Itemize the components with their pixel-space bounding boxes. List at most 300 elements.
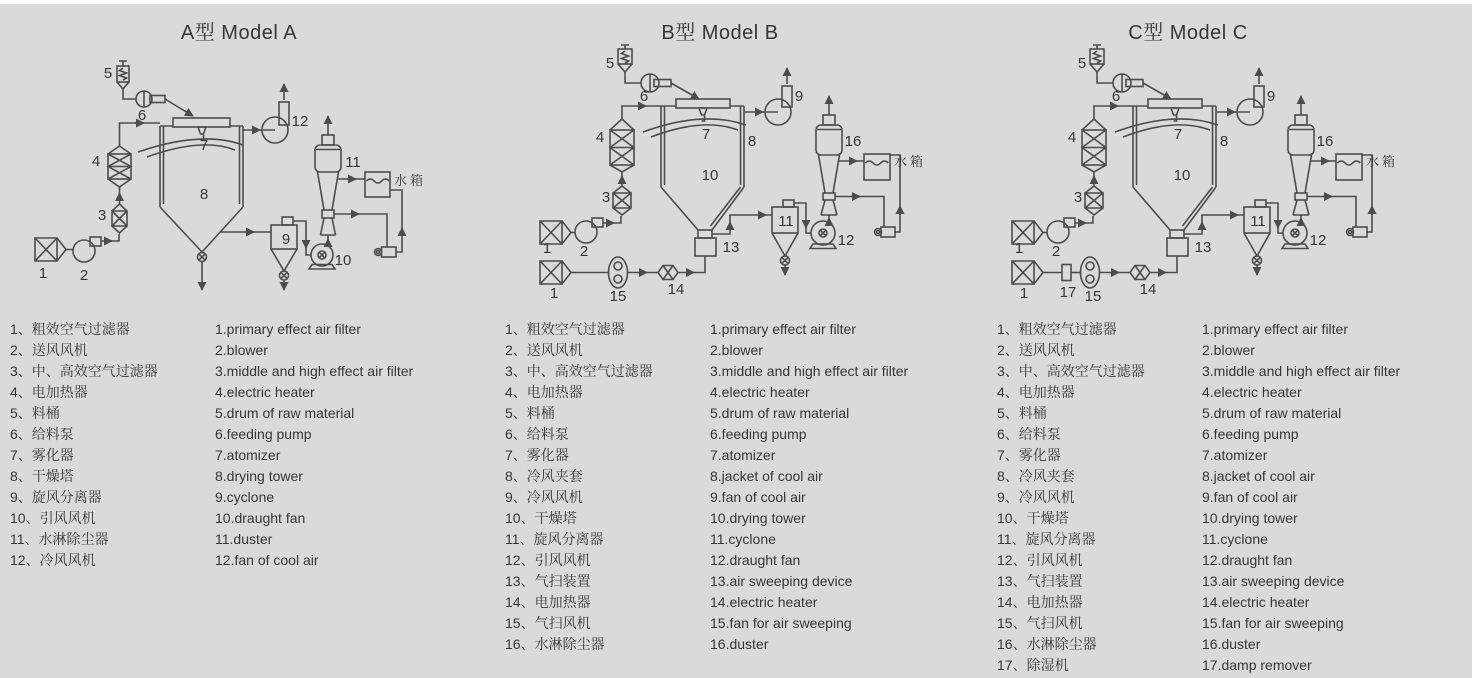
label-6: 6 — [639, 88, 649, 105]
legend-item-zh: 7、雾化器 — [10, 447, 74, 463]
legend-item-en: 8.jacket of cool air — [1202, 468, 1315, 484]
water-pump-shape — [1353, 227, 1367, 237]
label-12: 12 — [837, 232, 855, 249]
label-7: 7 — [1173, 126, 1183, 143]
duster-shape — [1293, 200, 1309, 215]
secondary-air-filter — [1012, 261, 1043, 284]
legend-item-zh: 9、冷风风机 — [505, 489, 583, 505]
duster-shape — [819, 155, 840, 193]
label-4: 4 — [91, 153, 101, 170]
legend-row — [997, 340, 1400, 361]
blower-shape — [603, 216, 621, 223]
legend-row — [505, 445, 908, 466]
label-1: 1 — [38, 265, 48, 282]
blower-shape — [101, 234, 119, 241]
mid-high-air-filter — [613, 172, 631, 215]
cyclone — [271, 217, 311, 290]
label-8: 8 — [199, 186, 209, 203]
label-5: 5 — [1077, 55, 1087, 72]
legend-item-zh: 4、电加热器 — [10, 384, 88, 400]
legend-row — [997, 592, 1400, 613]
legend-item-zh: 4、电加热器 — [505, 384, 583, 400]
feed-drum-shape — [1094, 51, 1101, 63]
blower-shape — [1075, 216, 1093, 223]
legend-item-en: 13.air sweeping device — [1202, 573, 1345, 589]
air-sweep-heater — [658, 256, 705, 280]
feeding-pump-shape — [123, 89, 136, 99]
cyclone-shape — [282, 217, 293, 225]
air-sweep-fan-shape — [1086, 275, 1094, 283]
legend-row — [10, 529, 413, 550]
duster-shape — [1291, 155, 1312, 193]
blower-shape — [1047, 221, 1069, 243]
legend-row — [10, 319, 413, 340]
label-2: 2 — [1051, 243, 1061, 260]
feed-drum — [1090, 45, 1104, 72]
legend-item-zh: 1、粗效空气过滤器 — [505, 321, 625, 337]
legend-item-zh: 16、水淋除尘器 — [505, 636, 605, 652]
water-tank-shape — [866, 161, 889, 165]
air-sweep-fan — [571, 257, 658, 288]
label-2: 2 — [79, 267, 89, 284]
feeding-pump — [1097, 72, 1171, 99]
legend-item-zh: 4、电加热器 — [997, 384, 1075, 400]
feeding-pump — [625, 72, 699, 99]
legend-row — [997, 382, 1400, 403]
cyclone-shape — [1254, 257, 1260, 263]
cyclone-shape — [1244, 233, 1270, 256]
title-model-b: B型 Model B — [661, 22, 779, 44]
feeding-pump-shape — [671, 83, 699, 99]
feed-drum-shape — [1090, 64, 1104, 72]
legend-item-en: 1.primary effect air filter — [1202, 321, 1349, 337]
legend-item-zh: 16、水淋除尘器 — [997, 636, 1097, 652]
legend-row — [505, 613, 908, 634]
air-sweeping-device-shape — [695, 238, 716, 256]
water-pump-shape — [835, 197, 884, 228]
air-sweep-fan — [1071, 257, 1130, 288]
draught-fan — [810, 215, 836, 249]
duster-shape — [821, 200, 837, 215]
label-4: 4 — [595, 129, 605, 146]
label-4: 4 — [1067, 129, 1077, 146]
legend-row — [505, 340, 908, 361]
legend-row — [505, 529, 908, 550]
legend-row — [997, 319, 1400, 340]
label-11: 11 — [1250, 213, 1266, 230]
legend-item-zh: 2、送风风机 — [997, 342, 1075, 358]
label-water-tank: 水箱 — [894, 154, 927, 169]
label-water-tank: 水箱 — [1366, 154, 1399, 169]
duster — [315, 116, 341, 235]
label-14: 14 — [1139, 281, 1157, 298]
legend-item-en: 3.middle and high effect air filter — [710, 363, 909, 379]
drying-tower-shape — [160, 207, 243, 252]
mid-high-air-filter-shape — [112, 204, 127, 233]
legend-item-zh: 10、干燥塔 — [997, 510, 1069, 526]
label-1b: 1 — [1019, 285, 1029, 302]
legend-item-zh: 10、干燥塔 — [505, 510, 577, 526]
air-sweep-heater-shape — [678, 256, 705, 273]
legend-row — [505, 550, 908, 571]
primary-air-filter — [35, 238, 73, 261]
legend-item-en: 7.atomizer — [215, 447, 281, 463]
atomizer — [643, 99, 746, 137]
legend-model-a — [10, 319, 413, 571]
legend-row — [997, 634, 1400, 655]
legend-item-zh: 12、引风风机 — [505, 552, 591, 568]
cyclone-shape — [782, 257, 788, 263]
legend-item-en: 14.electric heater — [710, 594, 818, 610]
duster-shape — [318, 172, 339, 210]
legend-item-en: 9.fan of cool air — [1202, 489, 1298, 505]
legend-item-en: 4.electric heater — [215, 384, 315, 400]
label-16: 16 — [844, 133, 862, 150]
label-8: 8 — [747, 133, 757, 150]
legend-row — [505, 634, 908, 655]
legend-item-en: 10.draught fan — [215, 510, 306, 526]
cyclone-shape — [271, 249, 297, 271]
water-pump-shape — [334, 214, 387, 247]
water-pump-shape — [382, 247, 397, 257]
legend-row — [10, 487, 413, 508]
damp-remover — [1043, 265, 1071, 281]
atomizer — [1115, 99, 1218, 137]
legend-item-zh: 17、除湿机 — [997, 657, 1069, 673]
diagram-model-a — [20, 45, 490, 305]
legend-row — [997, 613, 1400, 634]
air-sweep-fan-shape — [614, 275, 622, 283]
legend-row — [505, 403, 908, 424]
legend-item-en: 13.air sweeping device — [710, 573, 853, 589]
legend-item-zh: 7、雾化器 — [505, 447, 569, 463]
legend-row — [505, 361, 908, 382]
water-tank — [864, 154, 890, 180]
legend-item-en: 2.blower — [710, 342, 763, 358]
air-sweep-heater-shape — [1130, 266, 1150, 280]
label-1: 1 — [542, 240, 552, 257]
label-11: 11 — [345, 154, 361, 171]
atomizer-shape — [1115, 119, 1218, 137]
air-sweeping-device-shape — [1167, 238, 1188, 256]
label-15: 15 — [609, 288, 627, 305]
label-7: 7 — [701, 126, 711, 143]
blower — [1047, 216, 1093, 243]
draught-fan — [309, 235, 335, 269]
legend-row — [505, 382, 908, 403]
legend-item-en: 11.duster — [215, 531, 273, 547]
title-model-c: C型 Model C — [1128, 22, 1248, 44]
legend-row — [997, 571, 1400, 592]
legend-item-zh: 11、水淋除尘器 — [10, 531, 109, 547]
cyclone — [772, 200, 811, 275]
drying-tower — [160, 126, 271, 290]
water-tank-shape — [1338, 161, 1361, 165]
draught-fan-shape — [1292, 230, 1298, 236]
legend-item-zh: 13、气扫装置 — [505, 573, 591, 589]
water-tank-shape — [864, 154, 890, 180]
feed-drum-shape — [117, 82, 129, 89]
legend-row — [505, 466, 908, 487]
legend-item-zh: 11、旋风分离器 — [505, 531, 604, 547]
legend-item-en: 4.electric heater — [1202, 384, 1302, 400]
legend-row — [10, 382, 413, 403]
label-water-tank: 水箱 — [394, 173, 427, 188]
legend-item-zh: 6、给料泵 — [997, 426, 1061, 442]
water-pump-shape — [375, 249, 382, 256]
legend-row — [505, 487, 908, 508]
draught-fan — [1282, 215, 1308, 249]
legend-item-en: 9.fan of cool air — [710, 489, 806, 505]
legend-item-en: 16.duster — [710, 636, 769, 652]
legend-row — [997, 487, 1400, 508]
legend-item-zh: 7、雾化器 — [997, 447, 1061, 463]
legend-item-en: 14.electric heater — [1202, 594, 1310, 610]
legend-item-en: 3.middle and high effect air filter — [215, 363, 414, 379]
legend-row — [10, 424, 413, 445]
feed-drum-shape — [618, 64, 632, 72]
label-3: 3 — [97, 207, 107, 224]
electric-heater-shape — [108, 154, 131, 179]
legend-item-en: 4.electric heater — [710, 384, 810, 400]
legend-item-zh: 6、给料泵 — [505, 426, 569, 442]
draught-fan-shape — [810, 244, 836, 249]
atomizer-shape — [1148, 99, 1202, 108]
feeding-pump-shape — [165, 99, 193, 116]
legend-item-en: 12.draught fan — [710, 552, 801, 568]
label-16: 16 — [1316, 133, 1334, 150]
water-tank-shape — [365, 172, 390, 197]
feeding-pump-shape — [654, 80, 671, 87]
damp-remover-shape — [1062, 265, 1071, 281]
legend-item-zh: 8、冷风夹套 — [997, 468, 1075, 484]
water-tank-shape — [1336, 154, 1362, 180]
cool-air-fan-shape — [782, 86, 792, 107]
diagram-a-labels — [39, 65, 426, 284]
feeding-pump-shape — [1126, 80, 1143, 87]
electric-heater-shape — [120, 123, 161, 146]
legend-item-en: 5.drum of raw material — [215, 405, 355, 421]
cool-air-fan-shape — [1254, 86, 1264, 107]
duster-shape — [322, 210, 334, 218]
legend-row — [997, 529, 1400, 550]
duster-shape — [823, 115, 835, 125]
water-tank — [365, 172, 390, 197]
legend-row — [997, 550, 1400, 571]
legend-item-zh: 14、电加热器 — [997, 594, 1083, 610]
legend-row — [505, 571, 908, 592]
duster-shape — [823, 193, 835, 200]
electric-heater-shape — [610, 130, 634, 165]
legend-row — [10, 508, 413, 529]
legend-item-zh: 13、气扫装置 — [997, 573, 1083, 589]
legend-item-zh: 1、粗效空气过滤器 — [997, 321, 1117, 337]
label-5: 5 — [605, 55, 615, 72]
legend-item-en: 16.duster — [1202, 636, 1261, 652]
electric-heater-shape — [1082, 130, 1106, 165]
legend-item-zh: 3、中、高效空气过滤器 — [505, 363, 653, 379]
duster-shape — [1295, 115, 1307, 125]
legend-item-en: 11.cyclone — [710, 531, 776, 547]
legend-item-zh: 8、干燥塔 — [10, 468, 74, 484]
duster-shape — [321, 218, 336, 235]
title-model-a: A型 Model A — [180, 22, 298, 44]
legend-model-b — [505, 319, 908, 655]
legend-item-en: 1.primary effect air filter — [215, 321, 362, 337]
blower-shape — [575, 221, 597, 243]
blower-shape — [90, 237, 101, 246]
label-8: 8 — [1219, 133, 1229, 150]
legend-item-en: 10.drying tower — [710, 510, 806, 526]
water-pump-shape — [881, 227, 895, 237]
legend-row — [505, 424, 908, 445]
blower — [575, 216, 621, 243]
legend-item-zh: 2、送风风机 — [10, 342, 88, 358]
legend-item-zh: 2、送风风机 — [505, 342, 583, 358]
legend-item-zh: 15、气扫风机 — [997, 615, 1083, 631]
legend-item-en: 11.cyclone — [1202, 531, 1268, 547]
atomizer-shape — [643, 119, 746, 137]
label-13: 13 — [722, 239, 740, 256]
drying-tower-jacketed-shape — [661, 187, 744, 230]
legend-row — [997, 424, 1400, 445]
label-6: 6 — [1111, 88, 1121, 105]
legend-item-en: 12.fan of cool air — [215, 552, 319, 568]
legend-row — [10, 340, 413, 361]
label-14: 14 — [667, 281, 685, 298]
label-3: 3 — [1073, 189, 1083, 206]
label-7: 7 — [199, 137, 209, 154]
water-tank-shape — [367, 179, 390, 183]
label-1b: 1 — [549, 285, 559, 302]
blower-shape — [73, 240, 95, 262]
feed-drum — [618, 45, 632, 72]
secondary-air-filter-shape — [1012, 261, 1043, 284]
cyclone-shape — [1255, 200, 1266, 207]
label-9: 9 — [1266, 88, 1276, 105]
draught-fan-shape — [1282, 244, 1308, 249]
legend-item-en: 17.damp remover — [1202, 657, 1312, 673]
primary-air-filter-shape — [35, 238, 73, 261]
diagram-model-b — [500, 45, 972, 305]
legend-model-c — [997, 319, 1400, 676]
label-3: 3 — [601, 189, 611, 206]
legend-item-zh: 1、粗效空气过滤器 — [10, 321, 130, 337]
legend-item-zh: 14、电加热器 — [505, 594, 591, 610]
feed-drum — [117, 61, 129, 89]
blower-shape — [1064, 218, 1075, 227]
label-2: 2 — [579, 243, 589, 260]
legend-row — [505, 508, 908, 529]
legend-item-en: 10.drying tower — [1202, 510, 1298, 526]
legend-item-en: 6.feeding pump — [710, 426, 807, 442]
legend-item-en: 15.fan for air sweeping — [710, 615, 852, 631]
legend-row — [505, 592, 908, 613]
legend-item-en: 6.feeding pump — [1202, 426, 1299, 442]
label-1: 1 — [1014, 240, 1024, 257]
air-sweep-fan-shape — [1086, 262, 1094, 270]
electric-heater — [610, 106, 661, 172]
feeding-pump-shape — [1143, 83, 1171, 99]
label-9: 9 — [281, 231, 291, 248]
legend-item-zh: 3、中、高效空气过滤器 — [10, 363, 158, 379]
legend-row — [997, 508, 1400, 529]
air-sweeping-device-shape — [1170, 230, 1184, 238]
legend-item-zh: 15、气扫风机 — [505, 615, 591, 631]
electric-heater-shape — [1094, 106, 1133, 119]
mid-high-air-filter-shape — [1085, 186, 1103, 215]
electric-heater — [1082, 106, 1133, 172]
legend-row — [505, 319, 908, 340]
air-sweep-fan-shape — [614, 262, 622, 270]
water-pump-shape — [390, 190, 402, 252]
electric-heater-shape — [622, 106, 661, 119]
cyclone — [1244, 200, 1283, 275]
secondary-air-filter-shape — [540, 261, 571, 284]
label-10: 10 — [334, 252, 352, 269]
legend-row — [10, 361, 413, 382]
cyclone-shape — [783, 200, 794, 207]
feeding-pump-shape — [1097, 72, 1113, 83]
legend-item-en: 8.drying tower — [215, 468, 303, 484]
legend-row — [997, 361, 1400, 382]
duster-shape — [322, 135, 334, 145]
water-pump-shape — [877, 231, 880, 234]
legend-item-zh: 3、中、高效空气过滤器 — [997, 363, 1145, 379]
cyclone-shape — [772, 233, 798, 256]
cool-air-fan — [243, 84, 289, 143]
legend-item-zh: 6、给料泵 — [10, 426, 74, 442]
cyclone-shape — [281, 272, 287, 278]
feed-drum-shape — [622, 51, 629, 63]
mid-high-air-filter — [112, 187, 127, 233]
legend-item-en: 7.atomizer — [1202, 447, 1268, 463]
label-11: 11 — [778, 213, 794, 230]
drying-tower-shape — [199, 254, 205, 260]
atomizer-shape — [138, 139, 243, 157]
legend-item-zh: 12、冷风风机 — [10, 552, 96, 568]
water-pump-shape — [377, 251, 380, 254]
legend-item-en: 8.jacket of cool air — [710, 468, 823, 484]
legend-row — [997, 445, 1400, 466]
legend-item-en: 2.blower — [215, 342, 268, 358]
air-sweep-heater — [1130, 256, 1177, 280]
draught-fan-shape — [319, 252, 325, 258]
cool-air-fan — [744, 68, 792, 125]
feed-drum-shape — [120, 68, 127, 80]
label-17: 17 — [1059, 284, 1077, 301]
legend-item-en: 12.draught fan — [1202, 552, 1293, 568]
secondary-air-filter — [540, 261, 571, 284]
mid-high-air-filter-shape — [613, 186, 631, 215]
label-10: 10 — [1173, 167, 1191, 184]
legend-row — [10, 466, 413, 487]
draught-fan-shape — [820, 230, 826, 236]
feeding-pump — [123, 89, 193, 116]
label-12: 12 — [1309, 232, 1327, 249]
atomizer-shape — [173, 118, 230, 127]
atomizer-shape — [676, 99, 730, 108]
legend-item-en: 7.atomizer — [710, 447, 776, 463]
mid-high-air-filter — [1085, 172, 1103, 215]
legend-item-zh: 10、引风风机 — [10, 510, 96, 526]
label-5: 5 — [103, 65, 113, 82]
legend-item-zh: 9、冷风风机 — [997, 489, 1075, 505]
legend-row — [997, 655, 1400, 676]
water-tank — [1336, 154, 1362, 180]
legend-item-en: 1.primary effect air filter — [710, 321, 857, 337]
blower-shape — [592, 218, 603, 227]
